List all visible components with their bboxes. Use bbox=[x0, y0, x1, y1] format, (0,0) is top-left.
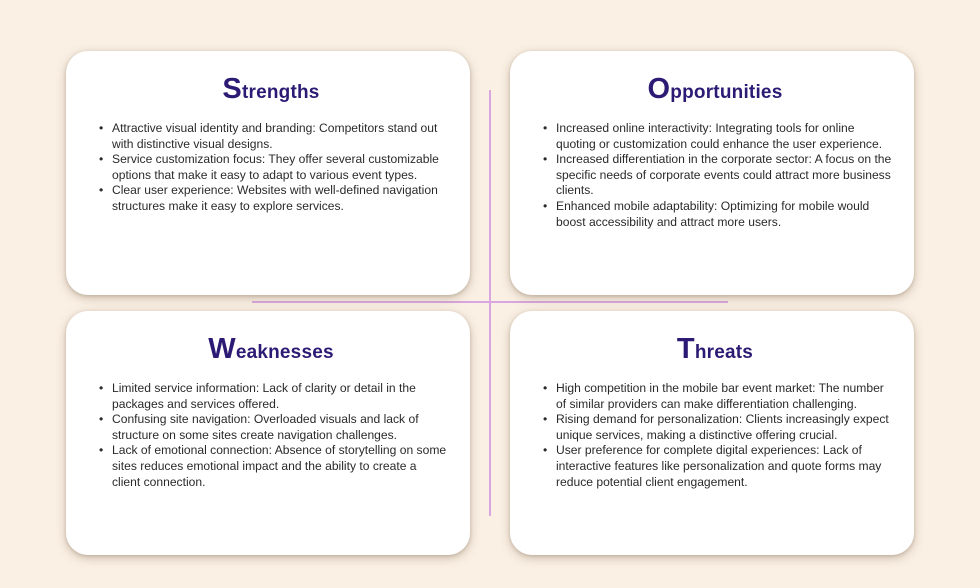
list-item: • Service customization focus: They offer several customizable options that make it easy to adapt to various event types. bbox=[112, 152, 448, 183]
threats-card bbox=[510, 311, 914, 555]
vertical-axis-line bbox=[489, 90, 491, 516]
threats-list bbox=[538, 381, 892, 490]
opportunities-card bbox=[510, 51, 914, 295]
weaknesses-list bbox=[94, 381, 448, 490]
strengths-title: Strengths bbox=[222, 73, 320, 105]
strengths-card bbox=[66, 51, 470, 295]
weaknesses-title: Weaknesses bbox=[208, 333, 334, 365]
list-item: • Confusing site navigation: Overloaded visuals and lack of structure on some sites create navigation challenges. bbox=[112, 412, 448, 443]
list-item: • Increased online interactivity: Integrating tools for online quoting or customization could enhance the user experience. bbox=[556, 121, 892, 152]
strengths-list bbox=[94, 121, 448, 215]
weaknesses-card bbox=[66, 311, 470, 555]
threats-title: Threats bbox=[676, 333, 754, 365]
list-item: • Enhanced mobile adaptability: Optimizing for mobile would boost accessibility and attract more users. bbox=[556, 199, 892, 230]
opportunities-list bbox=[538, 121, 892, 230]
list-item: • Limited service information: Lack of clarity or detail in the packages and services offered. bbox=[112, 381, 448, 412]
list-item: • Increased differentiation in the corporate sector: A focus on the specific needs of corporate events could attract more business clients. bbox=[556, 152, 892, 199]
list-item: • User preference for complete digital experiences: Lack of interactive features like personalization and quote forms may reduce potential client engagement. bbox=[556, 443, 892, 490]
list-item: • High competition in the mobile bar event market: The number of similar providers can make differentiation challenging. bbox=[556, 381, 892, 412]
list-item: • Lack of emotional connection: Absence of storytelling on some sites reduces emotional impact and the ability to create a client connection. bbox=[112, 443, 448, 490]
list-item: • Attractive visual identity and branding: Competitors stand out with distinctive visual designs. bbox=[112, 121, 448, 152]
list-item: • Rising demand for personalization: Clients increasingly expect unique services, making a distinctive offering crucial. bbox=[556, 412, 892, 443]
list-item: • Clear user experience: Websites with well-defined navigation structures make it easy to explore services. bbox=[112, 183, 448, 214]
opportunities-title: Opportunities bbox=[647, 73, 783, 105]
